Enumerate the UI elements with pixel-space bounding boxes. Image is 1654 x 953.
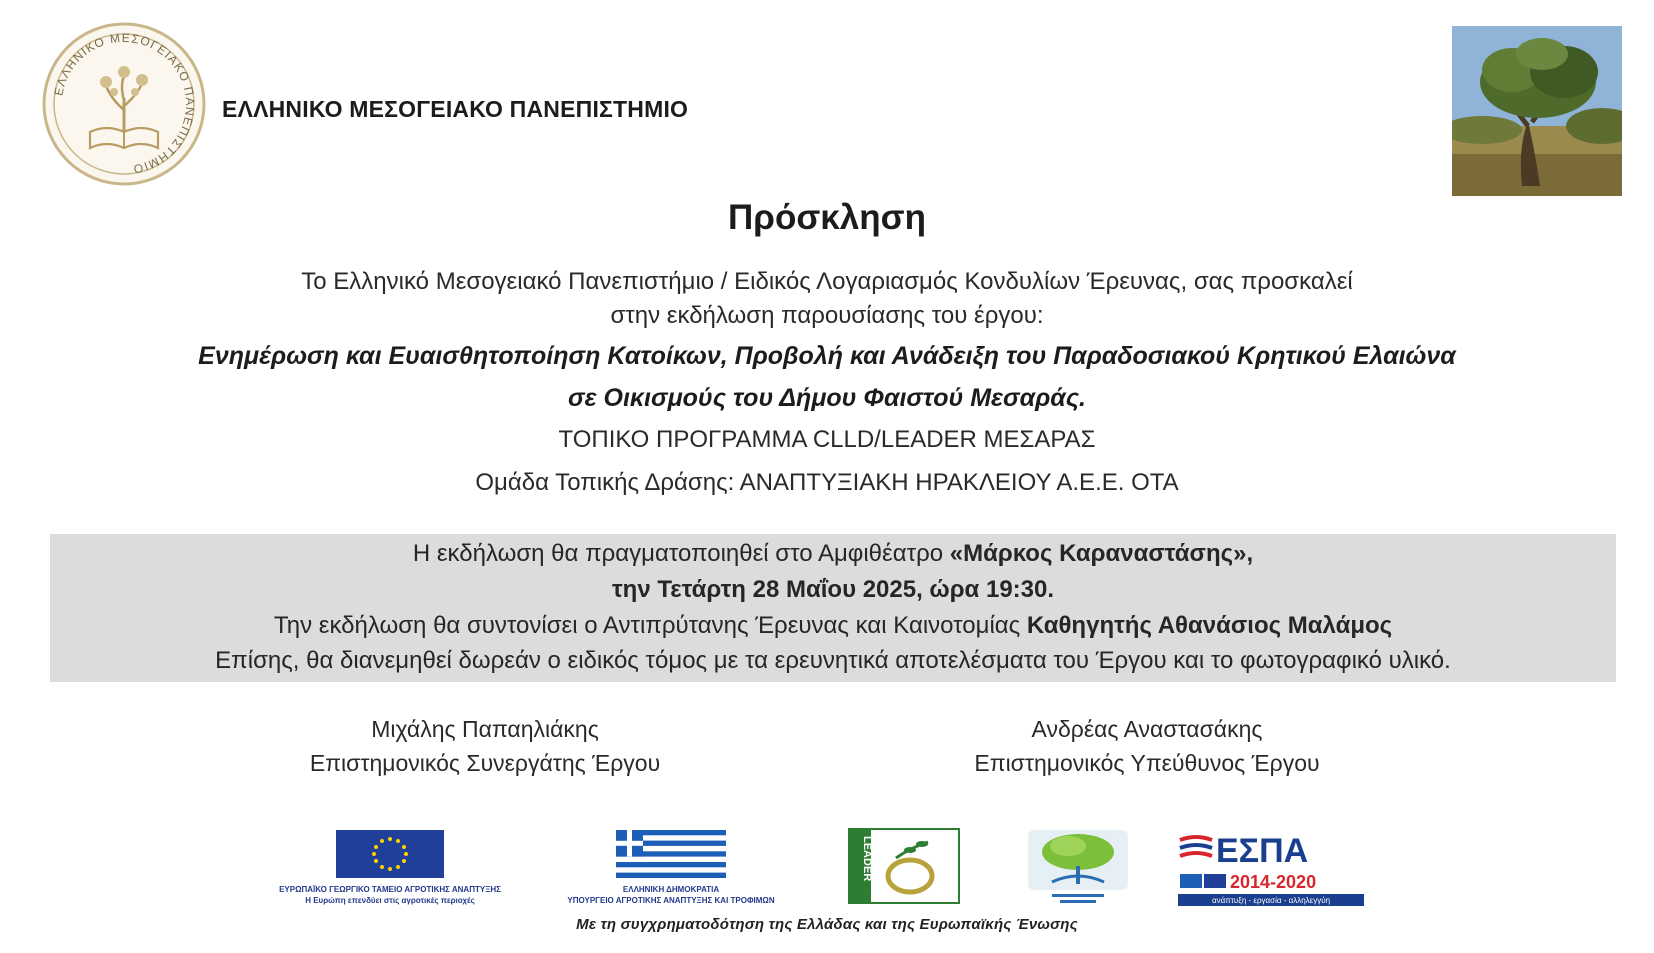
espa-logo bbox=[1176, 828, 1366, 908]
eu-logo-caption-1: ΕΥΡΩΠΑΪΚΟ ΓΕΩΡΓΙΚΟ ΤΑΜΕΙΟ ΑΓΡΟΤΙΚΗΣ ΑΝΑΠΤΥΞΗΣ bbox=[279, 885, 501, 894]
cofunding-statement: Με τη συγχρηματοδότηση της Ελλάδας και της Ευρωπαϊκής Ένωσης bbox=[576, 916, 1078, 933]
moderator-line bbox=[50, 612, 1616, 640]
local-action-group-logo bbox=[1022, 826, 1134, 906]
venue-name: «Μάρκος Καραναστάσης», bbox=[949, 540, 1254, 567]
signatory-right-role: Επιστημονικός Υπεύθυνος Έργου bbox=[974, 750, 1320, 776]
eu-logo-caption-2: Η Ευρώπη επενδύει στις αγροτικές περιοχές bbox=[305, 896, 475, 905]
date-line: την Τετάρτη 28 Μαΐου 2025, ώρα 19:30. bbox=[611, 576, 1055, 603]
project-title-line-2: σε Οικισμούς του Δήμου Φαιστού Μεσαράς. bbox=[568, 384, 1086, 412]
espa-title: ΕΣΠΑ bbox=[1216, 832, 1309, 870]
gr-logo-caption-2: ΥΠΟΥΡΓΕΙΟ ΑΓΡΟΤΙΚΗΣ ΑΝΑΠΤΥΞΗΣ ΚΑΙ ΤΡΟΦΙΜΩΝ bbox=[567, 896, 775, 905]
espa-years: 2014-2020 bbox=[1230, 872, 1317, 892]
intro-line-1: Το Ελληνικό Μεσογειακό Πανεπιστήμιο / Ειδικός Λογαριασμός Κονδυλίων Έρευνας, σας προσκαλεί bbox=[301, 268, 1353, 295]
university-seal-logo bbox=[40, 20, 208, 188]
local-action-group-line: Ομάδα Τοπικής Δράσης: ΑΝΑΠΤΥΞΙΑΚΗ ΗΡΑΚΛΕΙΟΥ Α.Ε.Ε. ΟΤΑ bbox=[475, 469, 1179, 496]
signatory-right-name: Ανδρέας Αναστασάκης bbox=[1031, 716, 1263, 742]
event-details-box bbox=[50, 534, 1616, 682]
espa-tagline: ανάπτυξη - εργασία - αλληλεγγύη bbox=[1211, 896, 1331, 905]
distribution-line: Επίσης, θα διανεμηθεί δωρεάν ο ειδικός τόμος με τα ερευνητικά αποτελέσματα του Έργου και το φωτογραφικό υλικό. bbox=[215, 647, 1451, 674]
moderator-prefix: Την εκδήλωση θα συντονίσει ο Αντιπρύτανης Έρευνας και Καινοτομίας bbox=[273, 612, 1027, 639]
leader-logo-text: LEADER bbox=[861, 836, 873, 882]
intro-line-2: στην εκδήλωση παρουσίασης του έργου: bbox=[610, 302, 1044, 329]
signatory-left-name: Μιχάλης Παπαηλιάκης bbox=[371, 716, 599, 742]
olive-tree-photo bbox=[1452, 26, 1622, 196]
eu-eafrd-logo bbox=[270, 830, 510, 910]
moderator-name: Καθηγητής Αθανάσιος Μαλάμος bbox=[1026, 612, 1393, 639]
venue-line bbox=[50, 540, 1616, 568]
greek-ministry-logo bbox=[556, 830, 786, 910]
venue-prefix: Η εκδήλωση θα πραγματοποιηθεί στο Αμφιθέατρο bbox=[412, 540, 950, 567]
program-line: ΤΟΠΙΚΟ ΠΡΟΓΡΑΜΜΑ CLLD/LEADER ΜΕΣΑΡΑΣ bbox=[558, 426, 1096, 453]
invitation-title: Πρόσκληση bbox=[728, 198, 926, 237]
gr-logo-caption-1: ΕΛΛΗΝΙΚΗ ΔΗΜΟΚΡΑΤΙΑ bbox=[622, 885, 720, 894]
project-title-line-1: Ενημέρωση και Ευαισθητοποίηση Κατοίκων, Προβολή και Ανάδειξη του Παραδοσιακού Κρητικού Ελαιώνα bbox=[198, 342, 1456, 370]
university-name: ΕΛΛΗΝΙΚΟ ΜΕΣΟΓΕΙΑΚΟ ΠΑΝΕΠΙΣΤΗΜΙΟ bbox=[222, 96, 689, 122]
seal-ring-text: ΕΛΛΗΝΙΚΟ ΜΕΣΟΓΕΙΑΚΟ ΠΑΝΕΠΙΣΤΗΜΙΟ bbox=[51, 30, 198, 177]
signatory-left-role: Επιστημονικός Συνεργάτης Έργου bbox=[309, 750, 661, 776]
leader-logo bbox=[848, 828, 960, 904]
